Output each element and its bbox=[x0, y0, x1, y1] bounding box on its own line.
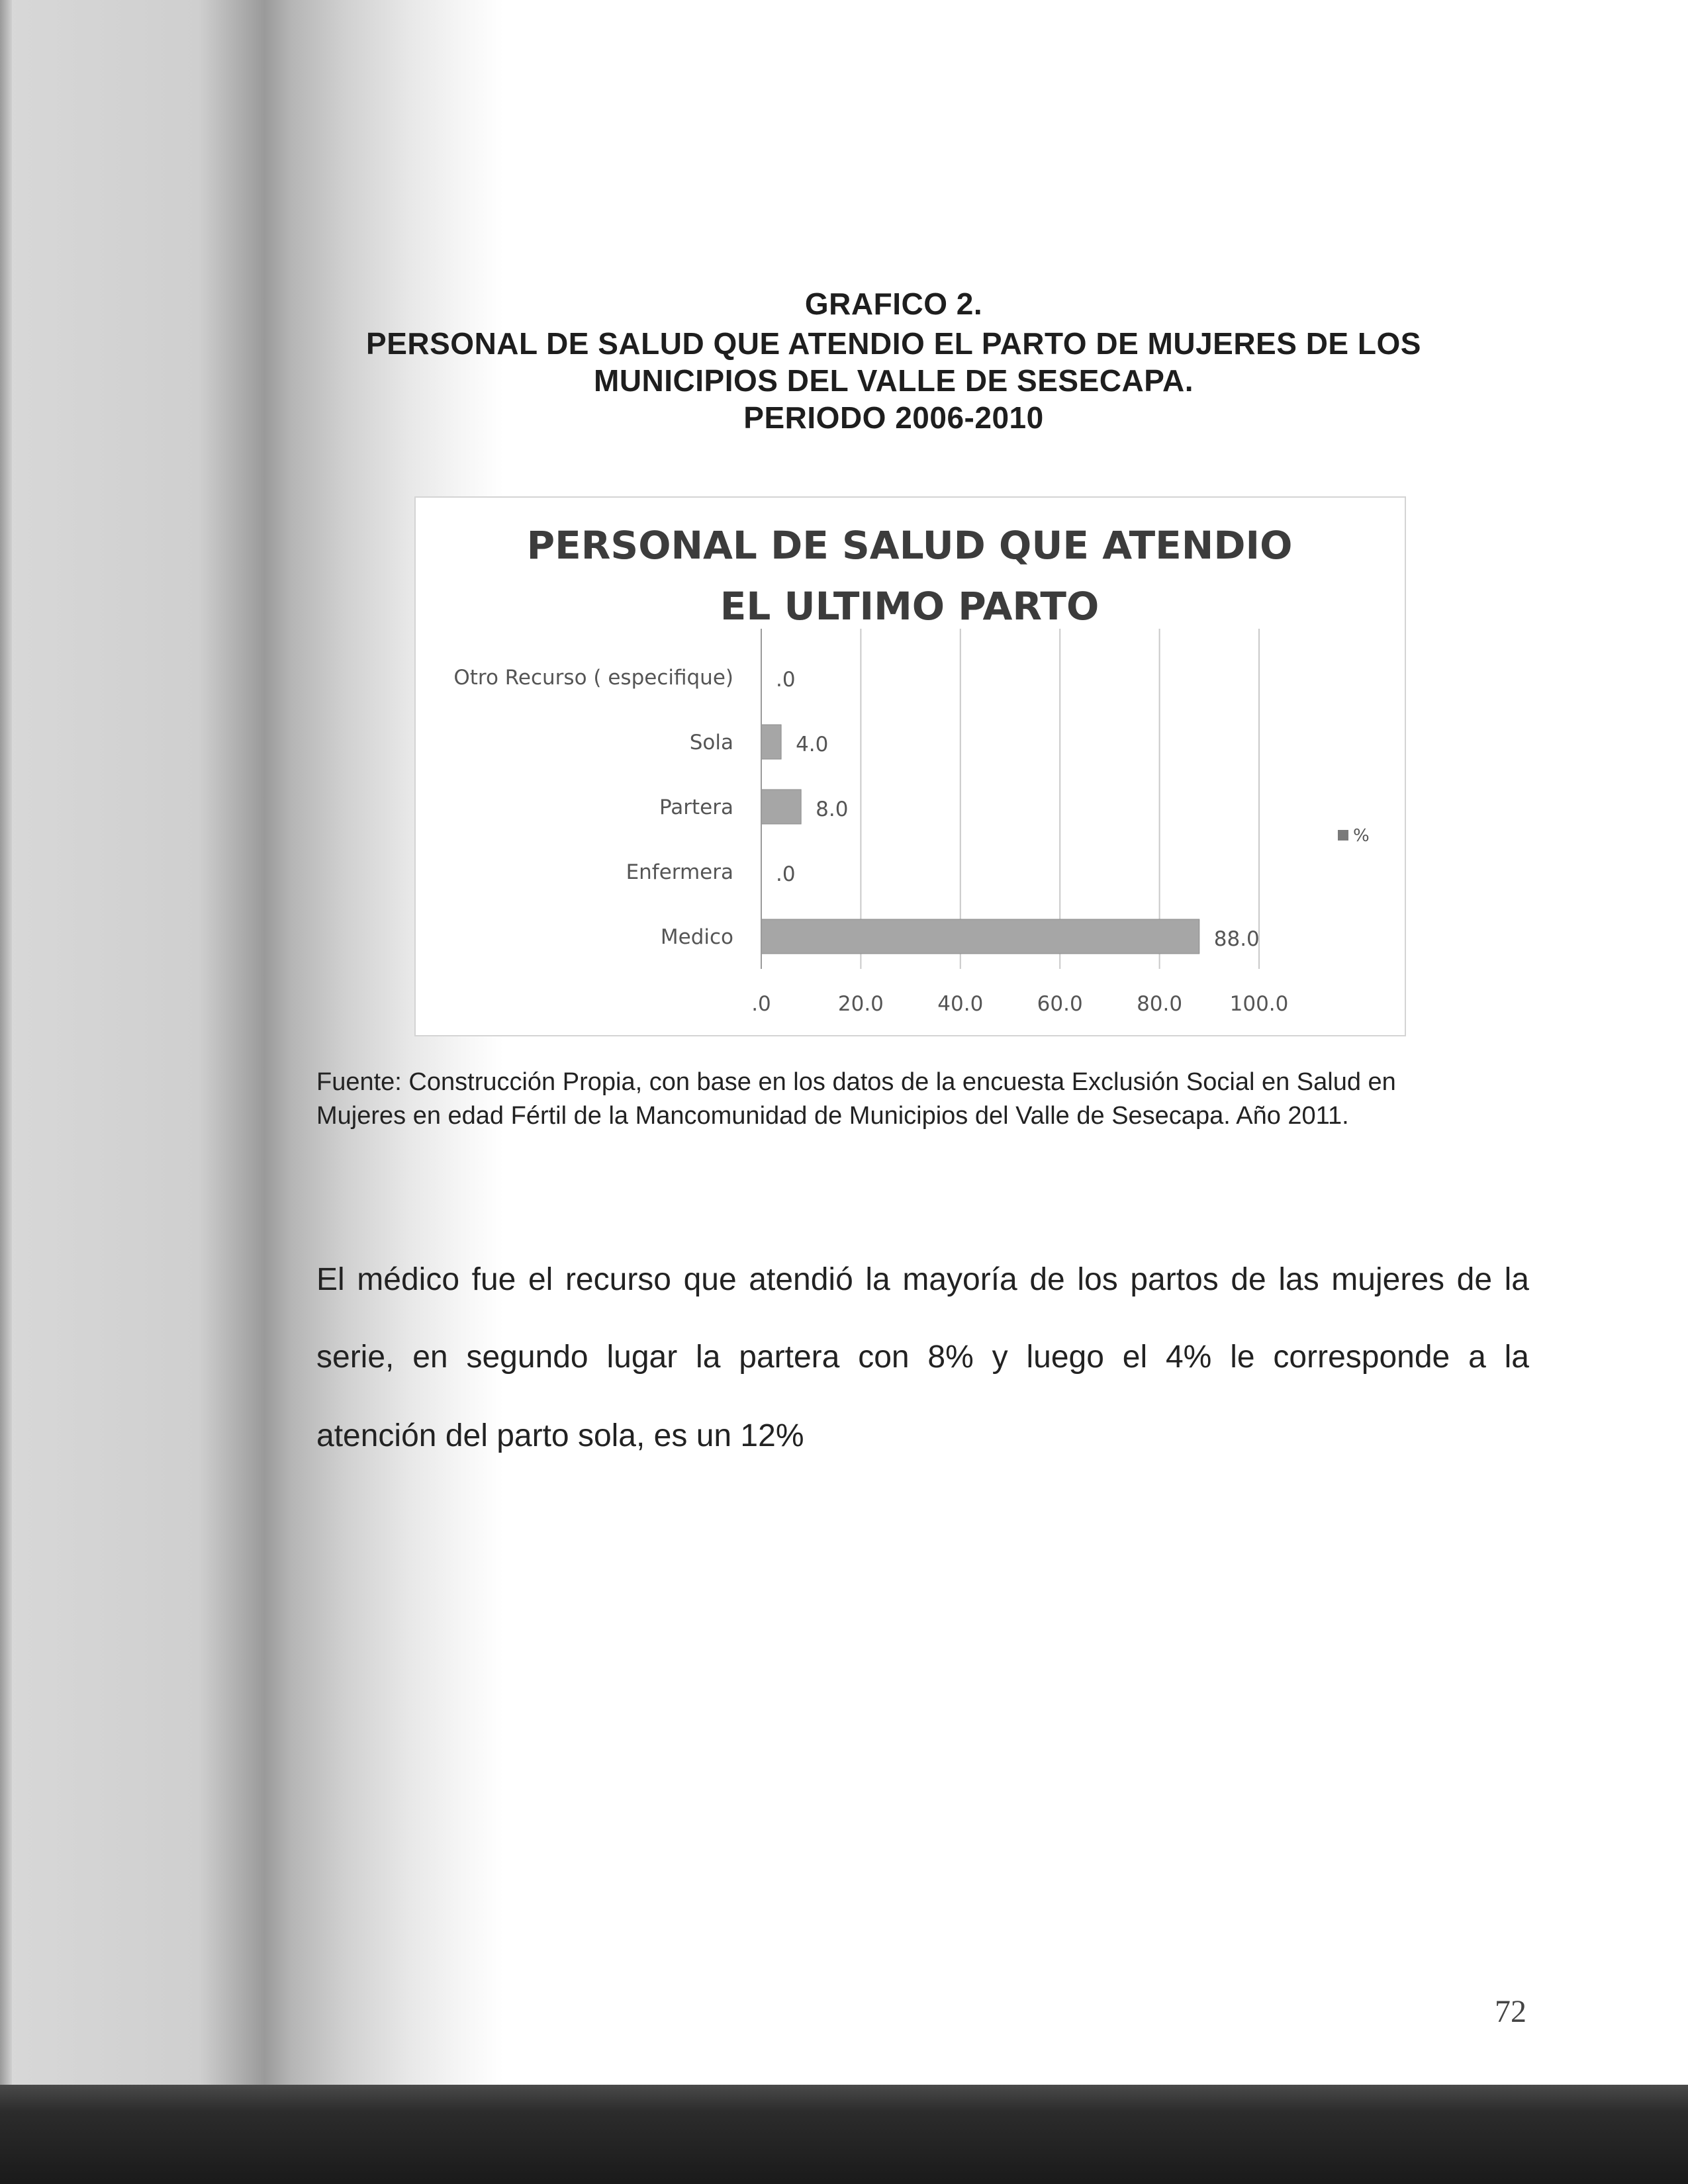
x-tick-label: 100.0 bbox=[1229, 992, 1289, 1016]
category-label: Sola bbox=[689, 731, 733, 754]
category-label: Otro Recurso ( especifique) bbox=[453, 666, 733, 690]
source-note-line-2: Mujeres en edad Fértil de la Mancomunidad de Municipios del Valle de Sesecapa. Año 2011. bbox=[316, 1102, 1349, 1130]
paragraph-line-2: serie, en segundo lugar la partera con 8% y luego el 4% le corresponde a la bbox=[316, 1340, 1529, 1375]
data-label: .0 bbox=[776, 862, 796, 886]
data-label: 4.0 bbox=[796, 733, 829, 756]
x-tick-label: .0 bbox=[751, 992, 771, 1016]
paragraph-line-3: atención del parto sola, es un 12% bbox=[316, 1418, 804, 1453]
category-label: Partera bbox=[659, 796, 733, 819]
data-label: 88.0 bbox=[1213, 927, 1260, 951]
figure-number: GRAFICO 2. bbox=[804, 287, 983, 321]
chart-title-line-2: EL ULTIMO PARTO bbox=[720, 584, 1100, 629]
x-tick-label: 80.0 bbox=[1137, 992, 1183, 1016]
bar-chart bbox=[414, 496, 1406, 1036]
x-tick-label: 40.0 bbox=[937, 992, 984, 1016]
source-note bbox=[316, 1066, 1548, 1133]
page-number: 72 bbox=[1495, 1994, 1526, 2029]
figure-period: PERIODO 2006-2010 bbox=[743, 400, 1044, 435]
page-edge bbox=[0, 0, 12, 2184]
bar-medico bbox=[761, 919, 1199, 954]
chart-canvas bbox=[416, 498, 1405, 1035]
legend-swatch bbox=[1338, 830, 1348, 841]
data-label: 8.0 bbox=[816, 797, 849, 821]
x-tick-label: 20.0 bbox=[837, 992, 884, 1016]
bar-partera bbox=[761, 790, 801, 824]
paragraph-line-1: El médico fue el recurso que atendió la mayoría de los partos de las mujeres de la bbox=[316, 1262, 1529, 1297]
chart-title-line-1: PERSONAL DE SALUD QUE ATENDIO bbox=[526, 523, 1293, 568]
scan-bottom-shadow bbox=[0, 2085, 1688, 2184]
x-tick-label: 60.0 bbox=[1037, 992, 1083, 1016]
category-label: Medico bbox=[660, 925, 733, 949]
category-label: Enfermera bbox=[626, 860, 733, 884]
bar-sola bbox=[761, 725, 781, 759]
legend-label: % bbox=[1353, 826, 1370, 846]
data-label: .0 bbox=[776, 668, 796, 692]
figure-title-line-1: PERSONAL DE SALUD QUE ATENDIO EL PARTO DE MUJERES DE LOS bbox=[366, 326, 1421, 361]
source-note-line-1: Fuente: Construcción Propia, con base en los datos de la encuesta Exclusión Social en Salud en bbox=[316, 1068, 1396, 1096]
figure-title-line-2: MUNICIPIOS DEL VALLE DE SESECAPA. bbox=[594, 363, 1194, 398]
